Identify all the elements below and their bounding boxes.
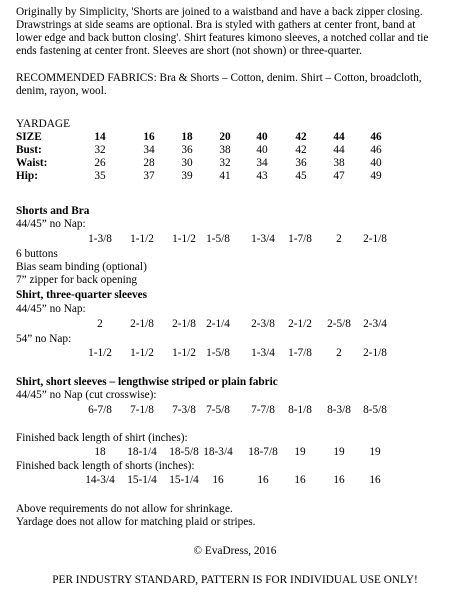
shirt-tq-yardage-45: 2 [97,318,103,330]
shirt-tq-yardage-54: 2 [336,347,342,359]
notion-bias-binding: Bias seam binding (optional) [16,261,147,273]
notion-buttons: 6 buttons [16,248,58,260]
hip-label: Hip: [16,170,38,182]
shirt-short-yardage: 8-3/8 [327,404,351,416]
hip-value: 39 [181,170,193,182]
waist-label: Waist: [16,157,48,169]
copyright: © EvaDress, 2016 [193,545,277,557]
shirt-tq-yardage-54: 1-5/8 [206,347,230,359]
shirt-three-quarter-heading: Shirt, three-quarter sleeves [16,289,148,301]
shorts-bra-yardage: 2 [336,233,342,245]
finished-shirt-length: 18-1/4 [127,446,157,458]
shirt-three-quarter-nap2-label: 54” no Nap: [16,333,72,345]
notion-zipper: 7” zipper for back opening [16,274,138,286]
size-value: 44 [333,131,345,143]
shirt-tq-yardage-45: 2-5/8 [327,318,351,330]
shirt-short-yardage: 7-1/8 [130,404,154,416]
waist-value: 36 [295,157,307,169]
shirt-short-yardage: 7-3/8 [172,404,196,416]
shorts-bra-nap-label: 44/45” no Nap: [16,218,86,230]
finished-shirt-length: 18-5/8 [169,446,199,458]
waist-value: 30 [181,157,193,169]
hip-value: 41 [219,170,231,182]
shirt-tq-yardage-54: 1-7/8 [288,347,312,359]
size-value: 14 [94,131,106,143]
note-shrinkage: Above requirements do not allow for shrinkage. [16,503,233,515]
finished-shirt-length: 18-7/8 [248,446,278,458]
hip-value: 45 [295,170,307,182]
finished-shirt-length: 19 [294,446,306,458]
bust-value: 34 [143,144,155,156]
shirt-tq-yardage-54: 2-1/8 [363,347,387,359]
shirt-tq-yardage-45: 2-3/4 [363,318,387,330]
finished-shorts-length: 16 [369,474,381,486]
intro-line: Originally by Simplicity, 'Shorts are joined to a waistband and have a back zipper closing. [16,6,423,18]
intro-line: Drawstrings at side seams are optional. Bra is styled with gathers at center front, band at [16,19,416,31]
shorts-bra-yardage: 2-1/8 [363,233,387,245]
shirt-tq-yardage-45: 2-1/8 [172,318,196,330]
waist-value: 34 [256,157,268,169]
finished-shorts-length: 15-1/4 [169,474,199,486]
shirt-short-yardage: 6-7/8 [88,404,112,416]
finished-shorts-label: Finished back length of shorts (inches): [16,460,195,472]
shirt-short-nap-label: 44/45” no Nap (cut crosswise): [16,389,157,401]
size-value: 16 [143,131,155,143]
shirt-tq-yardage-54: 1-3/4 [251,347,275,359]
waist-value: 28 [143,157,155,169]
hip-value: 49 [370,170,382,182]
intro-line: lower edge and back button closing'. Shirt features kimono sleeves, a notched collar and tie [16,32,429,44]
shorts-bra-yardage: 1-1/2 [172,233,196,245]
waist-value: 26 [94,157,106,169]
shirt-short-yardage: 7-5/8 [206,404,230,416]
bust-value: 40 [256,144,268,156]
size-value: 20 [219,131,231,143]
shirt-short-yardage: 8-1/8 [288,404,312,416]
bust-value: 46 [370,144,382,156]
shirt-tq-yardage-54: 1-1/2 [130,347,154,359]
shirt-tq-yardage-45: 2-1/4 [206,318,230,330]
finished-shorts-length: 16 [294,474,306,486]
waist-value: 38 [333,157,345,169]
shirt-three-quarter-nap1-label: 44/45” no Nap: [16,303,86,315]
shirt-tq-yardage-45: 2-1/2 [288,318,312,330]
finished-shirt-label: Finished back length of shirt (inches): [16,432,188,444]
shorts-bra-yardage: 1-5/8 [206,233,230,245]
bust-value: 44 [333,144,345,156]
bust-value: 42 [295,144,307,156]
shirt-short-yardage: 8-5/8 [363,404,387,416]
fabrics-line-2: denim, rayon, wool. [16,85,107,97]
shorts-bra-heading: Shorts and Bra [16,205,90,217]
bust-value: 38 [219,144,231,156]
shorts-bra-yardage: 1-3/8 [88,233,112,245]
finished-shorts-length: 14-3/4 [85,474,115,486]
shorts-bra-yardage: 1-7/8 [288,233,312,245]
size-label: SIZE [16,131,42,143]
shirt-tq-yardage-54: 1-1/2 [88,347,112,359]
finished-shirt-length: 19 [333,446,345,458]
shirt-short-heading: Shirt, short sleeves – lengthwise striped or plain fabric [16,376,278,388]
finished-shirt-length: 18 [94,446,106,458]
size-value: 18 [181,131,193,143]
finished-shorts-length: 15-1/4 [127,474,157,486]
bust-value: 36 [181,144,193,156]
size-value: 42 [295,131,307,143]
fabrics-line-1: RECOMMENDED FABRICS: Bra & Shorts – Cotton, denim. Shirt – Cotton, broadcloth, [16,72,422,84]
note-plaid: Yardage does not allow for matching plaid or stripes. [16,516,256,528]
waist-value: 40 [370,157,382,169]
shorts-bra-yardage: 1-1/2 [130,233,154,245]
footer-notice: PER INDUSTRY STANDARD, PATTERN IS FOR INDIVIDUAL USE ONLY! [52,574,418,586]
bust-value: 32 [94,144,106,156]
shirt-short-yardage: 7-7/8 [251,404,275,416]
hip-value: 47 [333,170,345,182]
shorts-bra-yardage: 1-3/4 [251,233,275,245]
size-value: 40 [256,131,268,143]
finished-shirt-length: 18-3/4 [203,446,233,458]
finished-shorts-length: 16 [212,474,224,486]
finished-shorts-length: 16 [257,474,269,486]
hip-value: 37 [143,170,155,182]
intro-line: ends fastening at center front. Sleeves are short (not shown) or three-quarter. [16,45,362,57]
shirt-tq-yardage-45: 2-1/8 [130,318,154,330]
yardage-title: YARDAGE [16,118,70,130]
intro-paragraph [16,6,462,58]
shirt-tq-yardage-45: 2-3/8 [251,318,275,330]
shirt-tq-yardage-54: 1-1/2 [172,347,196,359]
finished-shorts-length: 16 [333,474,345,486]
finished-shirt-length: 19 [369,446,381,458]
bust-label: Bust: [16,144,42,156]
waist-value: 32 [219,157,231,169]
size-value: 46 [370,131,382,143]
hip-value: 43 [256,170,268,182]
hip-value: 35 [94,170,106,182]
